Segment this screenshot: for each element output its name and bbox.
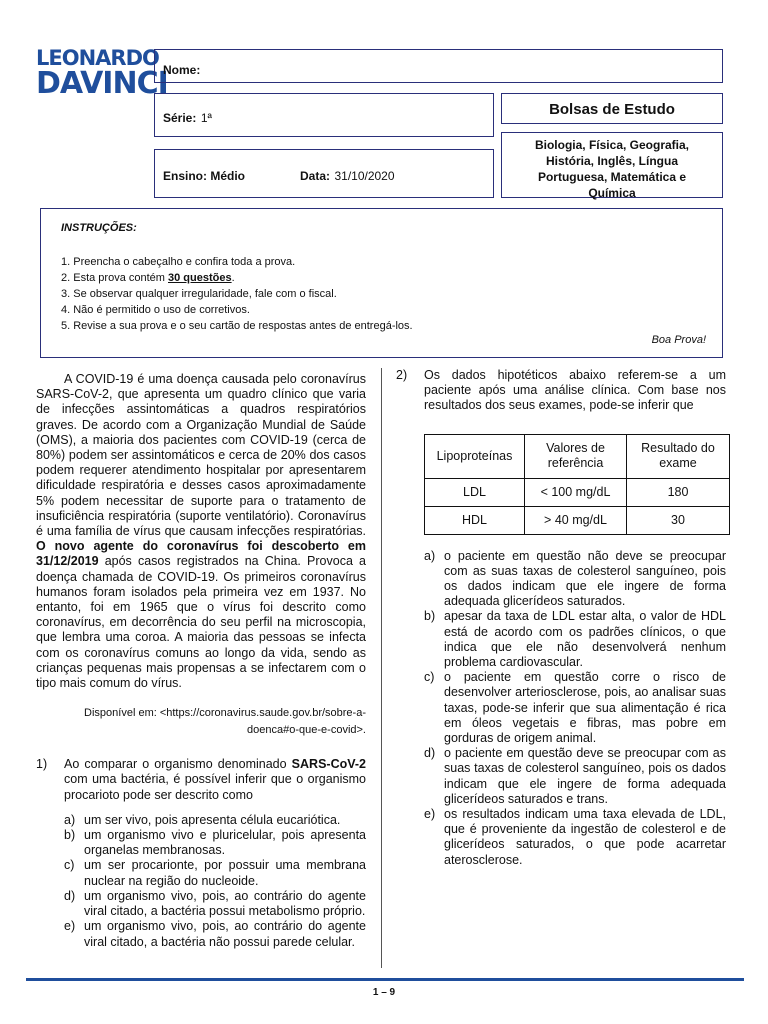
question-2 [396, 368, 726, 414]
instruction-item: 3. Se observar qualquer irregularidade, fale com o fiscal. [61, 288, 337, 300]
footer-rule [26, 978, 744, 981]
subjects-list: Biologia, Física, Geografia, História, Inglês, Língua Portuguesa, Matemática e Química [501, 132, 723, 198]
answer-options [396, 549, 726, 868]
exam-title: Bolsas de Estudo [501, 93, 723, 124]
option-d[interactable]: d) o paciente em questão deve se preocupar com as suas taxas de colesterol sanguíneo, pois os dados indicam que ele ingere de forma adequada glicerídeos saturados e trans. [424, 746, 726, 806]
option-a[interactable]: a) um ser vivo, pois apresenta célula eucariótica. [64, 812, 341, 827]
left-column [36, 372, 366, 950]
instructions-list [61, 254, 722, 334]
ensino-field [154, 149, 494, 198]
table-cell: < 100 mg/dL [525, 478, 627, 506]
column-divider [381, 368, 382, 968]
instructions-box [40, 208, 723, 358]
table-header: Valores de referência [525, 434, 627, 478]
instruction-item: 1. Preencha o cabeçalho e confira toda a prova. [61, 256, 296, 268]
instruction-text: 2. Esta prova contém [61, 272, 168, 284]
date-label: Data: [300, 169, 331, 183]
closing-text: Boa Prova! [651, 334, 706, 346]
option-b[interactable]: b) um organismo vivo e pluricelular, pois apresenta organelas membranosas. [64, 828, 366, 858]
table-cell: 30 [627, 506, 730, 534]
table-cell: 180 [627, 478, 730, 506]
instruction-item: 4. Não é permitido o uso de corretivos. [61, 304, 250, 316]
intro-bold: O novo agente do coronavírus foi descoberto em 31/12/2019 [36, 539, 366, 569]
instructions-title: INSTRUÇÕES: [61, 222, 137, 234]
serie-field [154, 93, 494, 137]
question-number: 1) [36, 757, 48, 772]
ensino-label: Ensino: Médio [163, 169, 245, 183]
school-logo [36, 46, 168, 101]
option-e[interactable]: e) um organismo vivo, pois, ao contrário do agente viral citado, a bactéria não possui parede celular. [64, 919, 366, 949]
option-e[interactable]: e) os resultados indicam uma taxa elevada de LDL, que é proveniente da ingestão de colesterol e de glicerídeos saturados, o que pode acarretar aterosclerose. [424, 807, 726, 867]
option-b[interactable]: b) apesar da taxa de LDL estar alta, o valor de HDL está de acordo com os padrões clínicos, o que indica que ele não desenvolverá nenhum problema cardiovascular. [424, 609, 726, 670]
serie-label: Série: [163, 111, 197, 125]
name-field[interactable] [154, 49, 723, 83]
intro-paragraph: A COVID-19 é uma doença causada pelo coronavírus SARS-CoV-2, que apresenta um quadro clínico que varia de infecções assintomáticas a quadros respiratórios graves. De acordo com a Organização Mundial de Saúde (OMS), a maioria dos pacientes com COVID-19 (cerca de 80%) podem ser assintomáticos e cerca de 20% dos casos podem requerer atendimento hospitalar por apresentarem dificuldade respiratória e desses casos aproximadamente 5% podem necessitar de suporte para o tratamento de insuficiência respiratória (suporte ventilatório). Coronavírus é uma família de vírus que causam infecções respiratórias. O novo agente do coronavírus foi descoberto em 31/12/2019 após casos registrados na China. Provoca a doença chamada de COVID-19. Os primeiros coronavírus humanos foram isolados pela primeira vez em 1937. No entanto, foi em 1965 que o vírus foi descrito como coronavírus, em decorrência do seu perfil na microscopia, que lembra uma coroa. A maioria das pessoas se infecta com os coronavírus comuns ao longo da vida, sendo as crianças pequenas mais propensas a se infectarem com o tipo mais comum do vírus. [36, 372, 366, 691]
table-header: Lipoproteínas [425, 434, 525, 478]
table-cell: > 40 mg/dL [525, 506, 627, 534]
option-c[interactable]: c) o paciente em questão corre o risco de desenvolver arteriosclerose, pois, ao analisar suas taxas, pode-se inferir que sua alimentação é rica em óleos vegetais e fibras, mas pobre em gorduras de origem animal. [424, 670, 726, 746]
page-number: 1 – 9 [372, 987, 396, 998]
table-cell: LDL [425, 478, 525, 506]
logo-line1: LEONARDO [36, 46, 159, 70]
answer-options [64, 813, 366, 950]
option-c[interactable]: c) um ser procarionte, por possuir uma membrana nuclear na região do nucleoide. [64, 858, 366, 888]
option-d[interactable]: d) um organismo vivo, pois, ao contrário do agente viral citado, a bactéria possui metabolismo próprio. [64, 888, 366, 919]
question-stem: Os dados hipotéticos abaixo referem-se a um paciente após uma análise clínica. Com base nos resultados dos seus exames, pode-se inferir que [424, 368, 726, 413]
table-cell: HDL [425, 506, 525, 534]
instruction-item: 5. Revise a sua prova e o seu cartão de respostas antes de entregá-los. [61, 320, 413, 332]
logo-line2: DAVINCI [36, 66, 168, 101]
instruction-text: . [231, 272, 235, 284]
table-header: Resultado do exame [627, 434, 730, 478]
lipoprotein-table [424, 434, 730, 535]
question-stem: Ao comparar o organismo denominado SARS-CoV-2 com uma bactéria, é possível inferir que o organismo procarioto pode ser descrito como [64, 757, 366, 802]
question-number: 2) [396, 368, 408, 382]
serie-value: 1ª [200, 111, 212, 125]
question-count: 30 questões [168, 272, 232, 284]
question-1 [36, 757, 366, 949]
instruction-item [61, 270, 722, 286]
date-value: 31/10/2020 [334, 169, 395, 183]
name-label: Nome: [163, 63, 201, 77]
right-column [396, 368, 726, 868]
source-citation: Disponível em: <https://coronavirus.saude.gov.br/sobre-a-doenca#o-que-e-covid>. [84, 707, 366, 737]
option-a[interactable]: a) o paciente em questão não deve se preocupar com as suas taxas de colesterol sanguíneo, pois os dados indicam que ele ingere de forma adequada glicerídeos saturados. [424, 548, 726, 609]
